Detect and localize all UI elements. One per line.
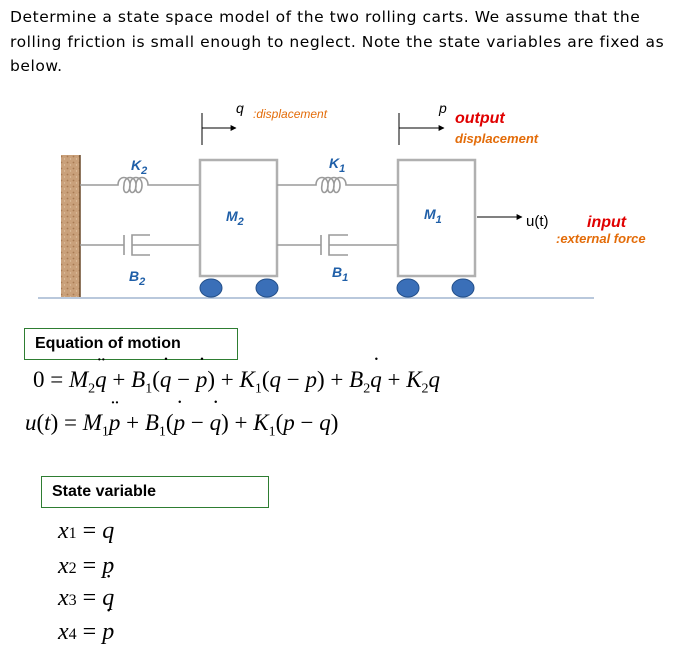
wheel — [452, 279, 474, 297]
m2-label: $M_2$ — [226, 208, 244, 228]
b1-label: $B_1$ — [332, 264, 349, 284]
input-label: input — [587, 214, 627, 231]
equation-1: $0 = M_2q$ ¨ + $B_1(q$ ˙ − p ˙) + $K_1(q - p) + B_2q$ ˙ + $K_2q$ — [33, 367, 440, 398]
m1-label: $M_1$ — [424, 206, 442, 226]
wall — [61, 155, 80, 297]
u-label: u(t) — [526, 213, 549, 230]
q-desc: :displacement — [253, 107, 328, 121]
q-label: q — [236, 100, 244, 116]
spring-k2 — [80, 178, 200, 193]
input-desc: :external force — [556, 231, 646, 246]
b2-label: $B_2$ — [129, 268, 146, 288]
state-var-x3: x3 = q ˙ — [58, 585, 114, 612]
p-label: p — [439, 100, 447, 116]
output-label: output — [455, 110, 505, 127]
cart-system-diagram — [0, 95, 693, 310]
spring-k1 — [277, 178, 398, 193]
state-variable-heading: State variable — [41, 476, 269, 508]
equation-heading: Equation of motion — [24, 328, 238, 360]
wheel — [256, 279, 278, 297]
problem-statement: Determine a state space model of the two rolling carts. We assume that the rolling friction is small enough to neglect. Note the state variables are fixed as below. — [10, 8, 665, 75]
wheel — [397, 279, 419, 297]
equation-2: $u(t) = M_1p$ ¨ + $B_1(p$ ˙ − q ˙) + $K_1(p - q)$ — [25, 410, 338, 441]
state-var-x4: x4 = p ˙ — [58, 619, 114, 646]
state-var-x1: x1 = q — [58, 518, 115, 544]
damper-b2 — [80, 235, 200, 255]
damper-b1 — [277, 235, 398, 255]
p-desc: displacement — [455, 131, 539, 146]
wheel — [200, 279, 222, 297]
state-var-x2: x2 = p — [58, 553, 115, 579]
k2-label: $K_2$ — [131, 157, 148, 177]
k1-label: $K_1$ — [329, 155, 346, 175]
